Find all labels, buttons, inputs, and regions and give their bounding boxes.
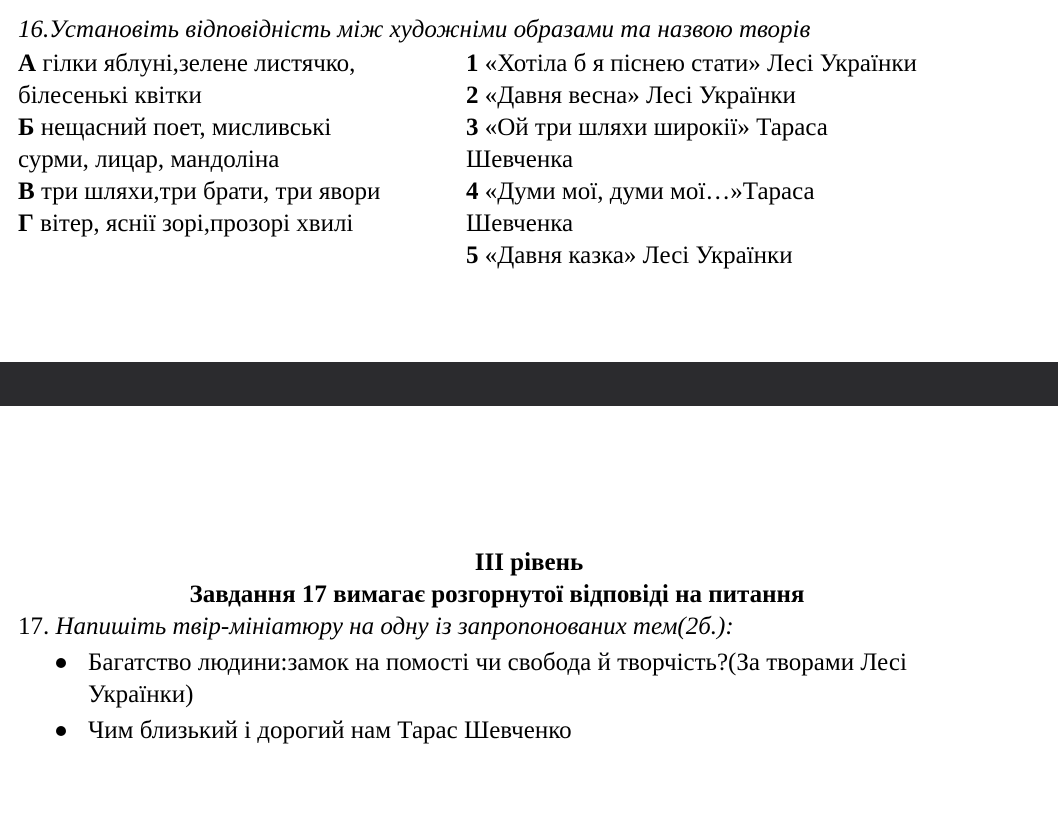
topic-text: Багатство людини:замок на помості чи свобода й творчість?(За творами Лесі Українки) xyxy=(88,649,907,708)
question-17-prompt xyxy=(18,611,734,643)
work-text: Шевченка xyxy=(466,210,574,237)
bullet-icon xyxy=(56,658,66,668)
topic-item xyxy=(56,647,1016,711)
work-text: «Ой три шляхи широкії» Тараса xyxy=(478,114,828,141)
work-line xyxy=(466,240,1046,272)
work-number: 5 xyxy=(466,242,479,269)
page-divider-band xyxy=(0,362,1058,406)
bullet-icon xyxy=(56,726,66,736)
work-line xyxy=(466,208,1046,240)
image-letter: Г xyxy=(18,210,34,237)
images-column xyxy=(18,48,458,240)
question-17-number: 17. xyxy=(18,613,50,640)
work-line xyxy=(466,176,1046,208)
work-text: «Давня казка» Лесі Українки xyxy=(478,242,793,269)
topic-text: Чим близький і дорогий нам Тарас Шевченко xyxy=(88,717,572,744)
image-text: вітер, яснії зорі,прозорі хвилі xyxy=(33,210,354,237)
image-text: три шляхи,три брати, три явори xyxy=(34,178,381,205)
work-text: «Думи мої, думи мої…»Тараса xyxy=(478,178,815,205)
image-line xyxy=(18,144,458,176)
work-number: 2 xyxy=(466,82,479,109)
work-line xyxy=(466,144,1046,176)
image-letter: В xyxy=(18,178,35,205)
image-letter: Б xyxy=(18,114,35,141)
image-line xyxy=(18,48,458,80)
topics-list xyxy=(56,647,1016,751)
work-line xyxy=(466,80,1046,112)
image-line xyxy=(18,176,458,208)
work-number: 1 xyxy=(466,50,479,77)
question-16-title: 16.Установіть відповідність між художніми образами та назвою творів xyxy=(18,16,811,43)
topic-item xyxy=(56,715,1016,747)
work-text: «Хотіла б я піснею стати» Лесі Українки xyxy=(478,50,917,77)
image-text: сурми, лицар, мандоліна xyxy=(18,146,280,173)
work-text: «Давня весна» Лесі Українки xyxy=(478,82,796,109)
image-line xyxy=(18,208,458,240)
level-title: ІІІ рівень xyxy=(474,549,584,576)
work-number: 3 xyxy=(466,114,479,141)
page-top-section xyxy=(0,0,1058,362)
question-17-text: Напишіть твір-мініатюру на одну із запропонованих тем(2б.): xyxy=(55,613,734,640)
image-text: нещасний поет, мисливські xyxy=(34,114,332,141)
task-title: Завдання 17 вимагає розгорнутої відповіді на питання xyxy=(189,581,805,608)
image-text: білесенькі квітки xyxy=(18,82,202,109)
image-text: гілки яблуні,зелене листячко, xyxy=(36,50,356,77)
image-letter: А xyxy=(18,50,37,77)
work-line xyxy=(466,112,1046,144)
work-line xyxy=(466,48,1046,80)
work-text: Шевченка xyxy=(466,146,574,173)
image-line xyxy=(18,112,458,144)
work-number: 4 xyxy=(466,178,479,205)
image-line xyxy=(18,80,458,112)
works-column xyxy=(466,48,1046,272)
